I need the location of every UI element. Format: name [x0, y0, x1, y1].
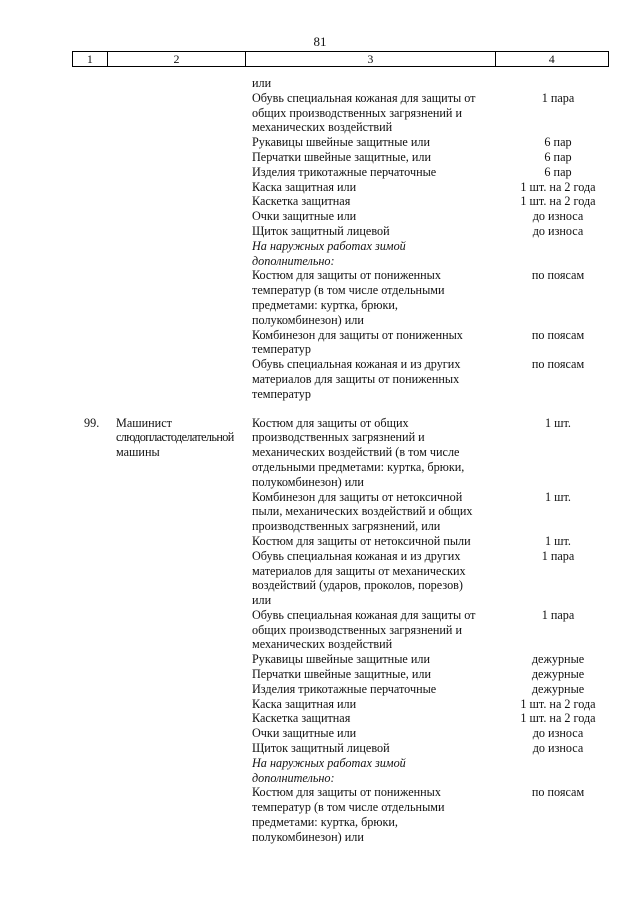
- ppe-item-description: [252, 91, 504, 135]
- ppe-item-line: температур: [252, 342, 311, 357]
- ppe-item: [252, 711, 612, 726]
- ppe-item-description: [252, 756, 504, 786]
- ppe-item-line: воздействий (ударов, проколов, порезов): [252, 578, 463, 593]
- ppe-item-line: Перчатки швейные защитные, или: [252, 149, 432, 164]
- profession-line: слюдопластоделательной: [116, 430, 234, 445]
- ppe-item-quantity: 1 пара: [541, 90, 575, 105]
- ppe-item-line: Перчатки швейные защитные, или: [252, 667, 432, 682]
- ppe-item: [0, 328, 640, 358]
- ppe-item: [252, 608, 612, 652]
- ppe-item: [0, 165, 640, 180]
- ppe-item: [252, 667, 612, 682]
- ppe-item: [0, 239, 640, 269]
- ppe-item-line: Каска защитная или: [252, 179, 357, 194]
- ppe-item-line: или: [252, 593, 272, 608]
- profession-name: [116, 416, 252, 845]
- ppe-item-quantity: до износа: [532, 223, 584, 238]
- ppe-item-quantity: 1 пара: [541, 607, 575, 622]
- ppe-item-description: [252, 150, 504, 165]
- ppe-item: [252, 652, 612, 667]
- ppe-item-quantity: 1 пара: [541, 548, 575, 563]
- ppe-item-description: [252, 697, 504, 712]
- ppe-item: [0, 209, 640, 224]
- ppe-item-line: Изделия трикотажные перчаточные: [252, 681, 437, 696]
- ppe-item: [252, 490, 612, 534]
- ppe-item-quantity: по поясам: [531, 268, 585, 283]
- ppe-item-description: [252, 76, 504, 91]
- ppe-item-description: [252, 667, 504, 682]
- ppe-item-line: полукомбинезон) или: [252, 829, 364, 844]
- ppe-item-line: Комбинезон для защиты от нетоксичной: [252, 489, 463, 504]
- ppe-item-list: [252, 416, 612, 845]
- ppe-item-description: [252, 194, 504, 209]
- ppe-item-description: [252, 209, 504, 224]
- ppe-item-line: Обувь специальная кожаная для защиты от: [252, 90, 476, 105]
- ppe-item: [0, 91, 640, 135]
- column-header-2: 2: [107, 52, 245, 67]
- ppe-item: [252, 741, 612, 756]
- ppe-item-line: Щиток защитный лицевой: [252, 223, 390, 238]
- ppe-item-quantity: 1 шт.: [545, 415, 571, 430]
- ppe-item-line: пыли, механических воздействий и общих: [252, 504, 473, 519]
- ppe-item: [0, 224, 640, 239]
- ppe-item: [0, 180, 640, 195]
- ppe-item-line: материалов для защиты от пониженных: [252, 371, 460, 386]
- ppe-item-quantity: [504, 76, 612, 91]
- ppe-item-line: Щиток защитный лицевой: [252, 741, 390, 756]
- ppe-item-line: производственных загрязнений и: [252, 430, 425, 445]
- ppe-item-line: Каскетка защитная: [252, 194, 351, 209]
- column-header-table: [72, 51, 609, 67]
- ppe-item-quantity: [504, 756, 612, 786]
- ppe-item: [0, 268, 640, 327]
- ppe-item-line: материалов для защиты от механических: [252, 563, 466, 578]
- ppe-item-description: [252, 224, 504, 239]
- column-header-4: 4: [495, 52, 608, 67]
- ppe-item-line: предметами: куртка, брюки,: [252, 815, 398, 830]
- ppe-item-description: [252, 328, 504, 358]
- ppe-item-quantity: дежурные: [531, 667, 585, 682]
- ppe-item-line: Обувь специальная кожаная для защиты от: [252, 607, 476, 622]
- column-header-3: 3: [246, 52, 496, 67]
- ppe-item-line: Костюм для защиты от общих: [252, 415, 409, 430]
- ppe-item-line: На наружных работах зимой: [252, 755, 406, 770]
- ppe-item-description: [252, 180, 504, 195]
- ppe-item-quantity: по поясам: [531, 785, 585, 800]
- ppe-item: [0, 135, 640, 150]
- ppe-item-quantity: 1 шт.: [545, 489, 571, 504]
- ppe-item-line: На наружных работах зимой: [252, 238, 406, 253]
- ppe-item-description: [252, 416, 504, 490]
- ppe-item-quantity: 6 пар: [544, 135, 572, 150]
- ppe-item-quantity: 6 пар: [544, 149, 572, 164]
- ppe-item-line: или: [252, 76, 272, 90]
- ppe-item-description: [252, 652, 504, 667]
- ppe-item-quantity: по поясам: [531, 357, 585, 372]
- ppe-item-line: Обувь специальная кожаная и из других: [252, 548, 461, 563]
- ppe-item-line: Комбинезон для защиты от пониженных: [252, 327, 463, 342]
- profession-line: Машинист: [116, 415, 172, 430]
- ppe-item-line: отдельными предметами: куртка, брюки,: [252, 459, 465, 474]
- ppe-item-line: температур: [252, 386, 311, 401]
- ppe-item-line: Рукавицы швейные защитные или: [252, 652, 430, 667]
- ppe-item-line: общих производственных загрязнений и: [252, 622, 463, 637]
- ppe-item: [252, 726, 612, 741]
- ppe-item-description: [252, 726, 504, 741]
- ppe-item-line: механических воздействий: [252, 637, 393, 652]
- column-header-1: 1: [73, 52, 108, 67]
- document-body: [0, 76, 640, 845]
- ppe-item-line: Костюм для защиты от пониженных: [252, 268, 441, 283]
- ppe-item-description: [252, 741, 504, 756]
- ppe-item-description: [252, 785, 504, 844]
- ppe-item-line: общих производственных загрязнений и: [252, 105, 463, 120]
- ppe-item-line: предметами: куртка, брюки,: [252, 297, 398, 312]
- ppe-item-description: [252, 534, 504, 549]
- ppe-item-quantity: 6 пар: [544, 164, 572, 179]
- ppe-item-description: [252, 268, 504, 327]
- ppe-item: [0, 194, 640, 209]
- ppe-item-line: механических воздействий (в том числе: [252, 445, 460, 460]
- ppe-item-quantity: 1 шт. на 2 года: [520, 179, 596, 194]
- ppe-item-line: Рукавицы швейные защитные или: [252, 135, 430, 150]
- ppe-item-line: полукомбинезон) или: [252, 312, 364, 327]
- ppe-item: [0, 76, 640, 91]
- ppe-item-quantity: до износа: [532, 209, 584, 224]
- ppe-item: [252, 697, 612, 712]
- ppe-item-description: [252, 239, 504, 269]
- entry-99: [0, 416, 640, 845]
- ppe-item-line: Очки защитные или: [252, 726, 357, 741]
- ppe-item-quantity: по поясам: [531, 327, 585, 342]
- continued-entry: [0, 76, 640, 402]
- ppe-item: [252, 549, 612, 608]
- ppe-item-line: механических воздействий: [252, 120, 393, 135]
- ppe-item-description: [252, 490, 504, 534]
- ppe-item-quantity: дежурные: [531, 681, 585, 696]
- ppe-item: [252, 682, 612, 697]
- ppe-item-line: температур (в том числе отдельными: [252, 800, 445, 815]
- ppe-item-line: производственных загрязнений, или: [252, 519, 441, 534]
- ppe-item-description: [252, 711, 504, 726]
- entry-number: 99.: [84, 415, 100, 430]
- ppe-item: [252, 416, 612, 490]
- ppe-item-quantity: дежурные: [531, 652, 585, 667]
- ppe-item-description: [252, 682, 504, 697]
- ppe-item: [252, 785, 612, 844]
- ppe-item-quantity: до износа: [532, 741, 584, 756]
- ppe-item-line: Изделия трикотажные перчаточные: [252, 164, 437, 179]
- ppe-item-quantity: 1 шт. на 2 года: [520, 194, 596, 209]
- ppe-item-quantity: 1 шт. на 2 года: [520, 711, 596, 726]
- profession-line: машины: [116, 445, 160, 460]
- ppe-item-line: Каска защитная или: [252, 696, 357, 711]
- ppe-item-description: [252, 165, 504, 180]
- ppe-item-quantity: [504, 239, 612, 269]
- ppe-item-quantity: до износа: [532, 726, 584, 741]
- ppe-item-description: [252, 135, 504, 150]
- ppe-item-line: Каскетка защитная: [252, 711, 351, 726]
- ppe-item-description: [252, 549, 504, 608]
- ppe-item-line: полукомбинезон) или: [252, 474, 364, 489]
- ppe-item-line: дополнительно:: [252, 253, 335, 268]
- ppe-item-quantity: 1 шт.: [545, 533, 571, 548]
- ppe-item-description: [252, 357, 504, 401]
- page-number: 81: [313, 34, 327, 49]
- ppe-item-description: [252, 608, 504, 652]
- ppe-item-line: Костюм для защиты от нетоксичной пыли: [252, 533, 471, 548]
- ppe-item-quantity: 1 шт. на 2 года: [520, 696, 596, 711]
- ppe-item-line: Костюм для защиты от пониженных: [252, 785, 441, 800]
- ppe-item-line: температур (в том числе отдельными: [252, 283, 445, 298]
- ppe-item: [0, 357, 640, 401]
- ppe-item: [252, 534, 612, 549]
- ppe-item-line: дополнительно:: [252, 770, 335, 785]
- ppe-item: [252, 756, 612, 786]
- ppe-item: [0, 150, 640, 165]
- ppe-item-line: Обувь специальная кожаная и из других: [252, 357, 461, 372]
- ppe-item-line: Очки защитные или: [252, 209, 357, 224]
